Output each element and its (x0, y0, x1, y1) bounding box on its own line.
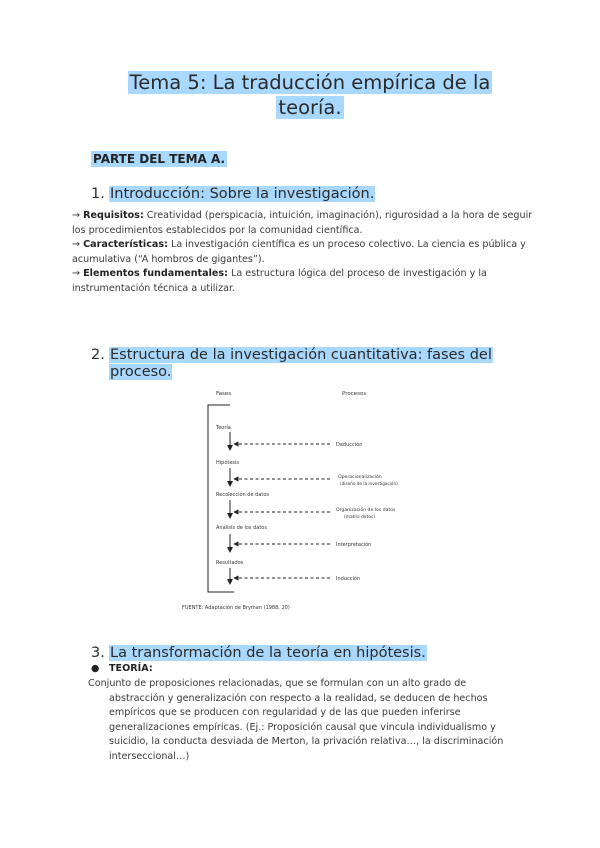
process-induccion: Inducción (336, 576, 361, 582)
teoria-definition (88, 677, 511, 765)
item-requisitos (72, 209, 542, 238)
phase-recoleccion: Recolección de datos (216, 492, 270, 498)
teoria-subheading (91, 663, 153, 674)
part-heading: PARTE DEL TEMA A. (93, 152, 226, 166)
section-1-heading (91, 186, 375, 203)
process-organizacion: Organización de los datos (336, 508, 396, 513)
page-title (60, 70, 560, 120)
teoria-label: TEORÍA: (109, 663, 153, 674)
section-1-title: Introducción: Sobre la investigación. (110, 186, 375, 202)
diagram-col-fases: Fases (216, 391, 232, 397)
item-label: Características: (83, 239, 168, 251)
phase-teoria: Teoría (216, 425, 231, 431)
title-line-2: teoría. (278, 96, 342, 119)
section-1-number: 1. (91, 186, 105, 202)
section-1-body (72, 209, 542, 297)
phase-hipotesis: Hipótesis (216, 460, 240, 466)
item-text: La investigación científica es un proceso colectivo. La ciencia es pública y acumulativa (“A hombros de gigantes”). (72, 239, 526, 265)
section-2-number: 2. (91, 347, 105, 363)
arrow-icon: → (72, 210, 81, 221)
process-operacionalizacion-sub: (diseño de la investigación) (340, 481, 398, 486)
phase-analisis: Análisis de los datos (216, 525, 267, 531)
section-2-title-line-1: Estructura de la investigación cuantitativa: fases del (110, 347, 492, 363)
section-3-title: La transformación de la teoría en hipótesis. (110, 645, 426, 661)
process-deduccion: Deducción (336, 442, 363, 448)
section-2-heading (91, 347, 511, 381)
section-3-heading (91, 645, 427, 662)
item-label: Elementos fundamentales: (83, 268, 228, 280)
arrow-icon: → (72, 268, 81, 280)
item-elementos (72, 267, 542, 296)
bullet-icon: ● (91, 663, 100, 674)
diagram-source: FUENTE: Adaptación de Bryman (1988, 20) (182, 605, 290, 611)
title-line-1: Tema 5: La traducción empírica de la (129, 71, 491, 94)
process-organizacion-sub: (matriz datos) (344, 515, 376, 520)
research-process-diagram (180, 386, 420, 616)
item-caracteristicas (72, 238, 542, 267)
phase-resultados: Resultados (216, 560, 244, 566)
item-text: Creatividad (perspicacia, intuición, imaginación), rigurosidad a la hora de seguir los procedimientos establecidos por la comunidad científica. (72, 210, 533, 236)
item-text: La estructura lógica del proceso de investigación y la instrumentación técnica a utilizar. (72, 268, 487, 294)
section-3-number: 3. (91, 645, 105, 661)
teoria-text-rest: abstracción y generalización con respecto a la realidad, se deducen de hechos empíricos que se producen con regularidad y de las que pueden inferirse generalizaciones empíricas. (Ej.: Proposición causal que vincula individualismo y suicidio, la conducta desviada de Merton, la privación relativa…, la discriminación interseccional…) (109, 692, 504, 762)
diagram-col-procesos: Procesos (342, 391, 367, 397)
section-2-title-line-2: proceso. (110, 364, 172, 380)
arrow-icon: → (72, 239, 81, 251)
teoria-text-first-line: Conjunto de proposiciones relacionadas, que se formulan con un alto grado de (88, 678, 467, 689)
process-operacionalizacion: Operacionalización (338, 475, 382, 480)
process-interpretacion: Interpretación (336, 542, 372, 548)
item-label: Requisitos: (83, 210, 144, 221)
